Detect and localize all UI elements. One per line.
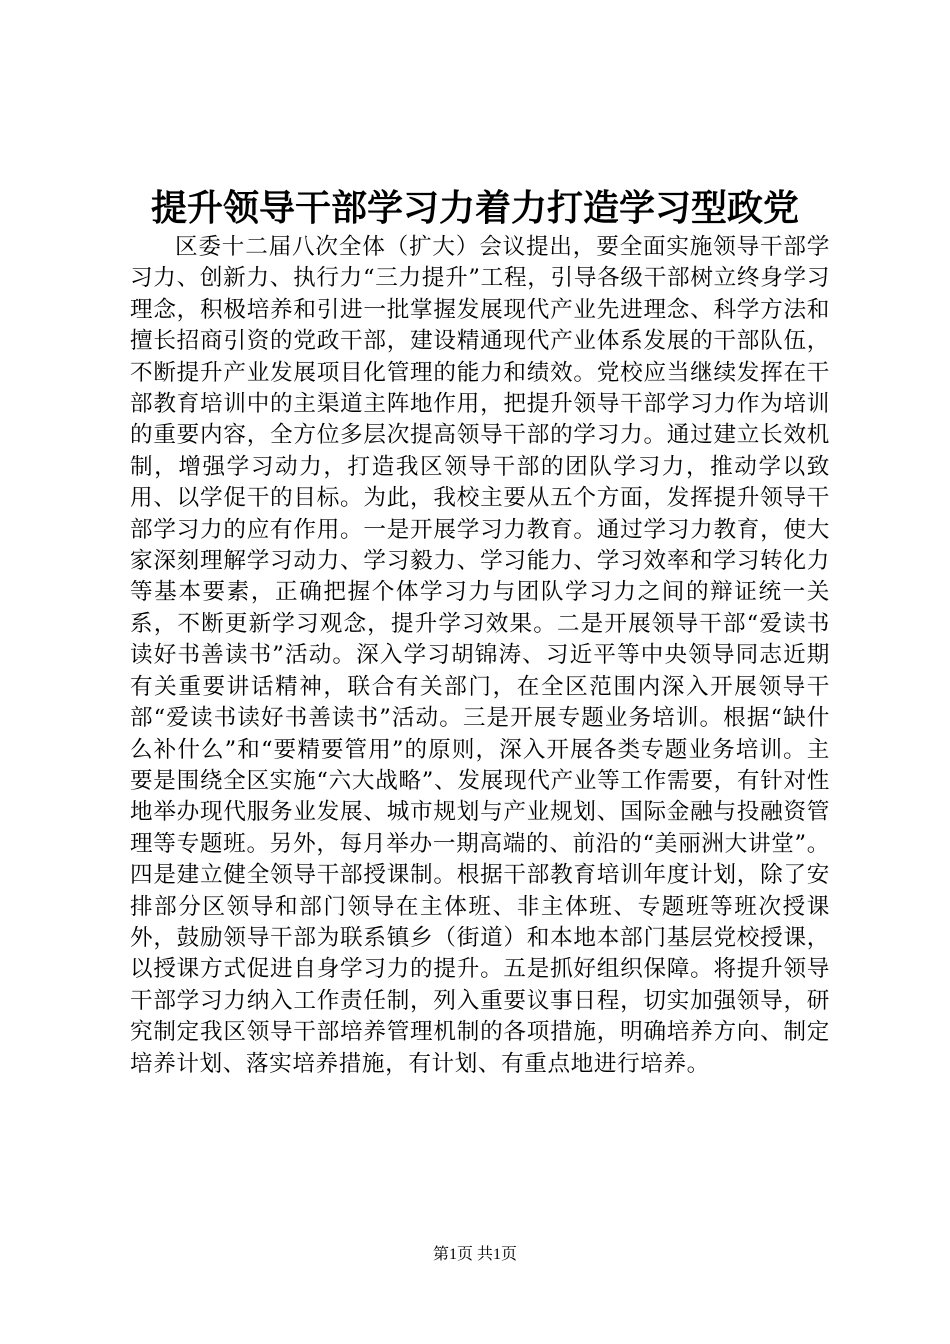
body-paragraph: 区委十二届八次全体（扩大）会议提出，要全面实施领导干部学习力、创新力、执行力“三力提升”工程，引导各级干部树立终身学习理念，积极培养和引进一批掌握发展现代产业先进理念、科学方法和擅长招商引资的党政干部，建设精通现代产业体系发展的干部队伍，不断提升产业发展项目化管理的能力和绩效。党校应当继续发挥在干部教育培训中的主渠道主阵地作用，把提升领导干部学习力作为培训的重要内容，全方位多层次提高领导干部的学习力。通过建立长效机制，增强学习动力，打造我区领导干部的团队学习力，推动学以致用、以学促干的目标。为此，我校主要从五个方面，发挥提升领导干部学习力的应有作用。一是开展学习力教育。通过学习力教育，使大家深刻理解学习动力、学习毅力、学习能力、学习效率和学习转化力等基本要素，正确把握个体学习力与团队学习力之间的辩证统一关系，不断更新学习观念，提升学习效果。二是开展领导干部“爱读书读好书善读书”活动。深入学习胡锦涛、习近平等中央领导同志近期有关重要讲话精神，联合有关部门，在全区范围内深入开展领导干部“爱读书读好书善读书”活动。三是开展专题业务培训。根据“缺什么补什么”和“要精要管用”的原则，深入开展各类专题业务培训。主要是围绕全区实施“六大战略”、发展现代产业等工作需要，有针对性地举办现代服务业发展、城市规划与产业规划、国际金融与投融资管理等专题班。另外，每月举办一期高端的、前沿的“美丽洲大讲堂”。四是建立健全领导干部授课制。根据干部教育培训年度计划，除了安排部分区领导和部门领导在主体班、非主体班、专题班等班次授课外，鼓励领导干部为联系镇乡（街道）和本地本部门基层党校授课，以授课方式促进自身学习力的提升。五是抓好组织保障。将提升领导干部学习力纳入工作责任制，列入重要议事日程，切实加强领导，研究制定我区领导干部培养管理机制的各项措施，明确培养方向、制定培养计划、落实培养措施，有计划、有重点地进行培养。	[130, 234, 830, 1077]
page-number-footer: 第1页 共1页	[432, 1246, 517, 1263]
document-title: 提升领导干部学习力着力打造学习型政党	[150, 187, 799, 229]
